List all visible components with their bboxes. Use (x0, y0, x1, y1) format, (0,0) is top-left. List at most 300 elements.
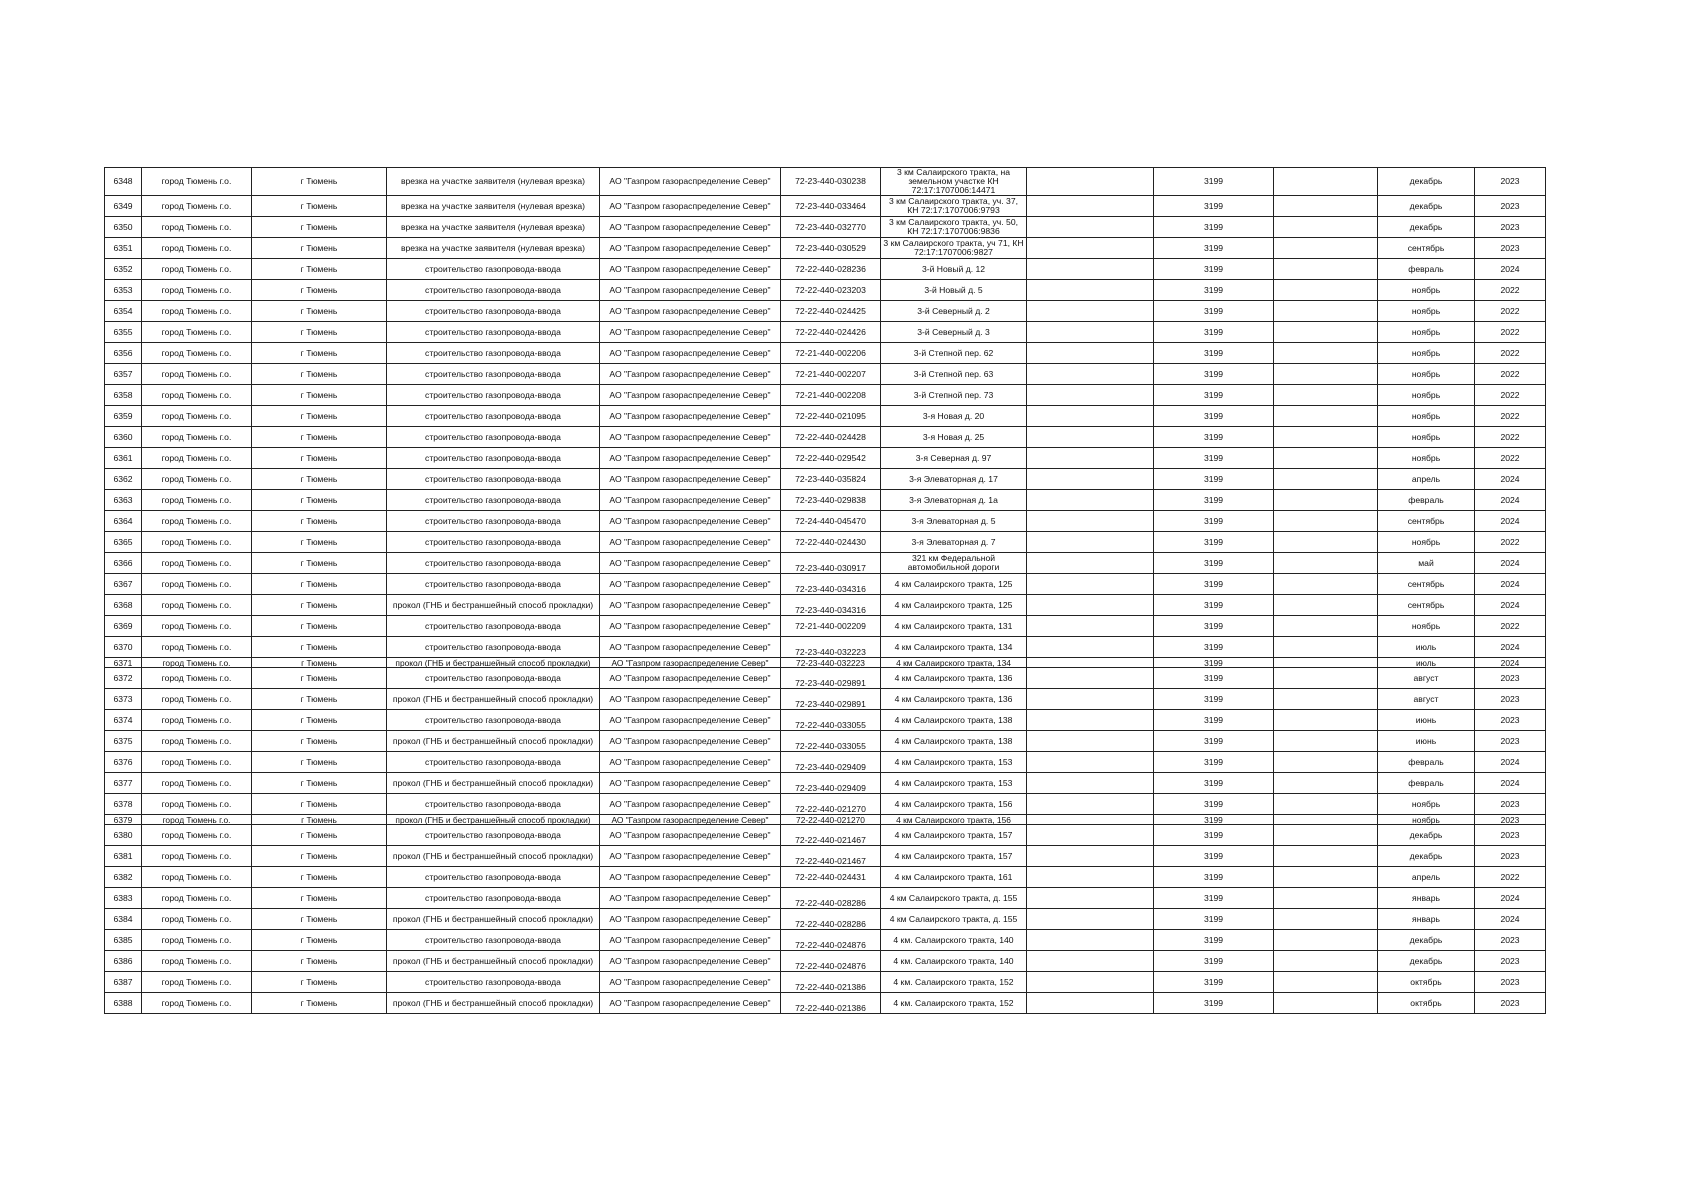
row-number-cell: 6356 (105, 343, 142, 364)
empty-cell (1274, 427, 1378, 448)
empty-cell (1274, 825, 1378, 846)
table-row (105, 511, 1546, 532)
month-cell: ноябрь (1378, 343, 1475, 364)
address-cell: 4 км Салаирского тракта, 134 (881, 658, 1027, 668)
row-number-cell: 6384 (105, 909, 142, 930)
address-cell: 3-й Степной пер. 63 (881, 364, 1027, 385)
address-cell: 3-я Новая д. 20 (881, 406, 1027, 427)
empty-cell (1274, 574, 1378, 595)
year-cell: 2023 (1475, 238, 1546, 259)
code-cell: 3199 (1154, 825, 1274, 846)
city-cell: г Тюмень (252, 595, 387, 616)
code-cell: 3199 (1154, 637, 1274, 658)
month-cell: июль (1378, 658, 1475, 668)
organization-cell: АО "Газпром газораспределение Север" (600, 322, 781, 343)
organization-cell: АО "Газпром газораспределение Север" (600, 385, 781, 406)
empty-cell (1274, 637, 1378, 658)
application-number-cell: 72-22-440-033055 (781, 710, 881, 731)
city-cell: г Тюмень (252, 637, 387, 658)
address-cell: 4 км Салаирского тракта, 153 (881, 773, 1027, 794)
work-type-cell: строительство газопровода-ввода (387, 364, 600, 385)
application-number-cell: 72-22-440-021270 (781, 794, 881, 815)
organization-cell: АО "Газпром газораспределение Север" (600, 658, 781, 668)
organization-cell: АО "Газпром газораспределение Север" (600, 280, 781, 301)
work-type-cell: прокол (ГНБ и бестраншейный способ прокладки) (387, 951, 600, 972)
empty-cell (1274, 689, 1378, 710)
empty-cell (1274, 532, 1378, 553)
application-number-cell: 72-22-440-024428 (781, 427, 881, 448)
code-cell: 3199 (1154, 280, 1274, 301)
empty-cell (1027, 993, 1154, 1014)
code-cell: 3199 (1154, 322, 1274, 343)
city-cell: г Тюмень (252, 168, 387, 196)
address-cell: 3-й Новый д. 5 (881, 280, 1027, 301)
empty-cell (1027, 217, 1154, 238)
organization-cell: АО "Газпром газораспределение Север" (600, 825, 781, 846)
application-number-cell: 72-23-440-029838 (781, 490, 881, 511)
month-cell: февраль (1378, 490, 1475, 511)
municipality-cell: город Тюмень г.о. (142, 846, 252, 867)
empty-cell (1027, 909, 1154, 930)
address-cell: 4 км Салаирского тракта, 138 (881, 731, 1027, 752)
month-cell: ноябрь (1378, 427, 1475, 448)
empty-cell (1274, 595, 1378, 616)
year-cell: 2023 (1475, 846, 1546, 867)
work-type-cell: строительство газопровода-ввода (387, 385, 600, 406)
work-type-cell: прокол (ГНБ и бестраншейный способ прокладки) (387, 658, 600, 668)
code-cell: 3199 (1154, 448, 1274, 469)
work-type-cell: строительство газопровода-ввода (387, 427, 600, 448)
month-cell: сентябрь (1378, 595, 1475, 616)
month-cell: ноябрь (1378, 448, 1475, 469)
year-cell: 2023 (1475, 196, 1546, 217)
month-cell: февраль (1378, 773, 1475, 794)
year-cell: 2024 (1475, 888, 1546, 909)
work-type-cell: строительство газопровода-ввода (387, 511, 600, 532)
work-type-cell: прокол (ГНБ и бестраншейный способ прокладки) (387, 909, 600, 930)
empty-cell (1274, 280, 1378, 301)
table-row (105, 469, 1546, 490)
table-row (105, 322, 1546, 343)
empty-cell (1274, 511, 1378, 532)
municipality-cell: город Тюмень г.о. (142, 301, 252, 322)
code-cell: 3199 (1154, 168, 1274, 196)
year-cell: 2022 (1475, 322, 1546, 343)
city-cell: г Тюмень (252, 280, 387, 301)
city-cell: г Тюмень (252, 888, 387, 909)
year-cell: 2022 (1475, 364, 1546, 385)
year-cell: 2022 (1475, 343, 1546, 364)
empty-cell (1027, 951, 1154, 972)
year-cell: 2024 (1475, 595, 1546, 616)
empty-cell (1027, 322, 1154, 343)
empty-cell (1274, 448, 1378, 469)
municipality-cell: город Тюмень г.о. (142, 448, 252, 469)
row-number-cell: 6375 (105, 731, 142, 752)
empty-cell (1274, 658, 1378, 668)
work-type-cell: прокол (ГНБ и бестраншейный способ прокладки) (387, 689, 600, 710)
table-row (105, 888, 1546, 909)
month-cell: ноябрь (1378, 815, 1475, 825)
organization-cell: АО "Газпром газораспределение Север" (600, 532, 781, 553)
table-row (105, 259, 1546, 280)
municipality-cell: город Тюмень г.о. (142, 752, 252, 773)
work-type-cell: прокол (ГНБ и бестраншейный способ прокладки) (387, 731, 600, 752)
month-cell: декабрь (1378, 930, 1475, 951)
month-cell: ноябрь (1378, 364, 1475, 385)
city-cell: г Тюмень (252, 469, 387, 490)
application-number-cell: 72-22-440-024876 (781, 951, 881, 972)
code-cell: 3199 (1154, 259, 1274, 280)
row-number-cell: 6372 (105, 668, 142, 689)
application-number-cell: 72-22-440-021467 (781, 825, 881, 846)
work-type-cell: врезка на участке заявителя (нулевая врезка) (387, 238, 600, 259)
empty-cell (1027, 731, 1154, 752)
month-cell: ноябрь (1378, 532, 1475, 553)
month-cell: ноябрь (1378, 301, 1475, 322)
year-cell: 2023 (1475, 689, 1546, 710)
organization-cell: АО "Газпром газораспределение Север" (600, 427, 781, 448)
municipality-cell: город Тюмень г.о. (142, 217, 252, 238)
month-cell: декабрь (1378, 846, 1475, 867)
application-number-cell: 72-22-440-024426 (781, 322, 881, 343)
city-cell: г Тюмень (252, 217, 387, 238)
city-cell: г Тюмень (252, 532, 387, 553)
empty-cell (1027, 301, 1154, 322)
application-number-cell: 72-21-440-002207 (781, 364, 881, 385)
year-cell: 2024 (1475, 752, 1546, 773)
code-cell: 3199 (1154, 972, 1274, 993)
application-number-cell: 72-22-440-028286 (781, 888, 881, 909)
empty-cell (1274, 469, 1378, 490)
month-cell: сентябрь (1378, 574, 1475, 595)
empty-cell (1274, 930, 1378, 951)
work-type-cell: строительство газопровода-ввода (387, 259, 600, 280)
address-cell: 4 км Салаирского тракта, д. 155 (881, 909, 1027, 930)
empty-cell (1274, 993, 1378, 1014)
municipality-cell: город Тюмень г.о. (142, 511, 252, 532)
work-type-cell: строительство газопровода-ввода (387, 406, 600, 427)
table-row (105, 867, 1546, 888)
organization-cell: АО "Газпром газораспределение Север" (600, 448, 781, 469)
year-cell: 2023 (1475, 993, 1546, 1014)
work-type-cell: прокол (ГНБ и бестраншейный способ прокладки) (387, 773, 600, 794)
municipality-cell: город Тюмень г.о. (142, 689, 252, 710)
table-row (105, 448, 1546, 469)
address-cell: 3-я Элеваторная д. 5 (881, 511, 1027, 532)
row-number-cell: 6354 (105, 301, 142, 322)
organization-cell: АО "Газпром газораспределение Север" (600, 196, 781, 217)
month-cell: октябрь (1378, 993, 1475, 1014)
code-cell: 3199 (1154, 993, 1274, 1014)
code-cell: 3199 (1154, 668, 1274, 689)
row-number-cell: 6349 (105, 196, 142, 217)
municipality-cell: город Тюмень г.о. (142, 993, 252, 1014)
application-number-cell: 72-21-440-002206 (781, 343, 881, 364)
work-type-cell: прокол (ГНБ и бестраншейный способ прокладки) (387, 846, 600, 867)
municipality-cell: город Тюмень г.о. (142, 532, 252, 553)
empty-cell (1027, 752, 1154, 773)
empty-cell (1027, 406, 1154, 427)
application-number-cell: 72-24-440-045470 (781, 511, 881, 532)
empty-cell (1274, 406, 1378, 427)
work-type-cell: врезка на участке заявителя (нулевая врезка) (387, 217, 600, 238)
city-cell: г Тюмень (252, 752, 387, 773)
address-cell: 3 км Салаирского тракта, уч. 37, КН 72:17:1707006:9793 (881, 196, 1027, 217)
row-number-cell: 6378 (105, 794, 142, 815)
code-cell: 3199 (1154, 490, 1274, 511)
year-cell: 2023 (1475, 794, 1546, 815)
city-cell: г Тюмень (252, 993, 387, 1014)
city-cell: г Тюмень (252, 490, 387, 511)
organization-cell: АО "Газпром газораспределение Север" (600, 710, 781, 731)
city-cell: г Тюмень (252, 406, 387, 427)
year-cell: 2024 (1475, 259, 1546, 280)
empty-cell (1027, 616, 1154, 637)
address-cell: 321 км Федеральной автомобильной дороги (881, 553, 1027, 574)
municipality-cell: город Тюмень г.о. (142, 385, 252, 406)
city-cell: г Тюмень (252, 846, 387, 867)
organization-cell: АО "Газпром газораспределение Север" (600, 574, 781, 595)
table-row (105, 427, 1546, 448)
month-cell: июнь (1378, 710, 1475, 731)
year-cell: 2022 (1475, 385, 1546, 406)
application-number-cell: 72-22-440-024431 (781, 867, 881, 888)
year-cell: 2024 (1475, 637, 1546, 658)
row-number-cell: 6348 (105, 168, 142, 196)
month-cell: июнь (1378, 731, 1475, 752)
municipality-cell: город Тюмень г.о. (142, 972, 252, 993)
table-row (105, 196, 1546, 217)
address-cell: 3-й Степной пер. 73 (881, 385, 1027, 406)
city-cell: г Тюмень (252, 238, 387, 259)
row-number-cell: 6355 (105, 322, 142, 343)
municipality-cell: город Тюмень г.о. (142, 951, 252, 972)
address-cell: 3-я Новая д. 25 (881, 427, 1027, 448)
empty-cell (1274, 322, 1378, 343)
work-type-cell: строительство газопровода-ввода (387, 930, 600, 951)
address-cell: 4 км Салаирского тракта, 157 (881, 825, 1027, 846)
empty-cell (1274, 385, 1378, 406)
address-cell: 4 км Салаирского тракта, д. 155 (881, 888, 1027, 909)
application-number-cell: 72-23-440-034316 (781, 574, 881, 595)
empty-cell (1274, 731, 1378, 752)
city-cell: г Тюмень (252, 710, 387, 731)
organization-cell: АО "Газпром газораспределение Север" (600, 301, 781, 322)
table-row (105, 238, 1546, 259)
municipality-cell: город Тюмень г.о. (142, 322, 252, 343)
organization-cell: АО "Газпром газораспределение Север" (600, 867, 781, 888)
empty-cell (1027, 815, 1154, 825)
municipality-cell: город Тюмень г.о. (142, 406, 252, 427)
year-cell: 2023 (1475, 731, 1546, 752)
row-number-cell: 6366 (105, 553, 142, 574)
organization-cell: АО "Газпром газораспределение Север" (600, 909, 781, 930)
row-number-cell: 6362 (105, 469, 142, 490)
code-cell: 3199 (1154, 217, 1274, 238)
empty-cell (1027, 794, 1154, 815)
table-row (105, 532, 1546, 553)
year-cell: 2022 (1475, 616, 1546, 637)
city-cell: г Тюмень (252, 343, 387, 364)
application-number-cell: 72-22-440-033055 (781, 731, 881, 752)
organization-cell: АО "Газпром газораспределение Север" (600, 511, 781, 532)
empty-cell (1027, 595, 1154, 616)
empty-cell (1027, 238, 1154, 259)
city-cell: г Тюмень (252, 427, 387, 448)
organization-cell: АО "Газпром газораспределение Север" (600, 888, 781, 909)
application-number-cell: 72-22-440-021095 (781, 406, 881, 427)
month-cell: декабрь (1378, 196, 1475, 217)
table-row (105, 773, 1546, 794)
city-cell: г Тюмень (252, 689, 387, 710)
address-cell: 4 км Салаирского тракта, 125 (881, 595, 1027, 616)
empty-cell (1274, 909, 1378, 930)
organization-cell: АО "Газпром газораспределение Север" (600, 553, 781, 574)
empty-cell (1274, 867, 1378, 888)
organization-cell: АО "Газпром газораспределение Север" (600, 364, 781, 385)
city-cell: г Тюмень (252, 259, 387, 280)
row-number-cell: 6381 (105, 846, 142, 867)
row-number-cell: 6351 (105, 238, 142, 259)
empty-cell (1274, 668, 1378, 689)
application-number-cell: 72-23-440-029409 (781, 773, 881, 794)
address-cell: 4 км Салаирского тракта, 131 (881, 616, 1027, 637)
application-number-cell: 72-21-440-002209 (781, 616, 881, 637)
code-cell: 3199 (1154, 752, 1274, 773)
application-number-cell: 72-21-440-002208 (781, 385, 881, 406)
month-cell: сентябрь (1378, 238, 1475, 259)
organization-cell: АО "Газпром газораспределение Север" (600, 616, 781, 637)
municipality-cell: город Тюмень г.о. (142, 553, 252, 574)
year-cell: 2022 (1475, 406, 1546, 427)
row-number-cell: 6350 (105, 217, 142, 238)
row-number-cell: 6369 (105, 616, 142, 637)
code-cell: 3199 (1154, 301, 1274, 322)
municipality-cell: город Тюмень г.о. (142, 668, 252, 689)
application-number-cell: 72-23-440-035824 (781, 469, 881, 490)
organization-cell: АО "Газпром газораспределение Север" (600, 773, 781, 794)
month-cell: декабрь (1378, 217, 1475, 238)
empty-cell (1027, 668, 1154, 689)
city-cell: г Тюмень (252, 616, 387, 637)
organization-cell: АО "Газпром газораспределение Север" (600, 469, 781, 490)
empty-cell (1274, 752, 1378, 773)
address-cell: 3-я Элеваторная д. 17 (881, 469, 1027, 490)
table-body (105, 168, 1546, 1014)
empty-cell (1274, 773, 1378, 794)
empty-cell (1027, 343, 1154, 364)
empty-cell (1027, 637, 1154, 658)
row-number-cell: 6364 (105, 511, 142, 532)
table-row (105, 280, 1546, 301)
work-type-cell: строительство газопровода-ввода (387, 637, 600, 658)
empty-cell (1027, 710, 1154, 731)
empty-cell (1027, 280, 1154, 301)
code-cell: 3199 (1154, 689, 1274, 710)
year-cell: 2023 (1475, 217, 1546, 238)
empty-cell (1274, 951, 1378, 972)
month-cell: август (1378, 668, 1475, 689)
table-row (105, 553, 1546, 574)
municipality-cell: город Тюмень г.о. (142, 490, 252, 511)
work-type-cell: строительство газопровода-ввода (387, 752, 600, 773)
municipality-cell: город Тюмень г.о. (142, 168, 252, 196)
empty-cell (1274, 168, 1378, 196)
code-cell: 3199 (1154, 794, 1274, 815)
year-cell: 2023 (1475, 972, 1546, 993)
empty-cell (1027, 490, 1154, 511)
empty-cell (1274, 217, 1378, 238)
row-number-cell: 6388 (105, 993, 142, 1014)
month-cell: ноябрь (1378, 616, 1475, 637)
application-number-cell: 72-23-440-033464 (781, 196, 881, 217)
table-row (105, 490, 1546, 511)
organization-cell: АО "Газпром газораспределение Север" (600, 490, 781, 511)
work-type-cell: строительство газопровода-ввода (387, 343, 600, 364)
month-cell: май (1378, 553, 1475, 574)
empty-cell (1274, 553, 1378, 574)
month-cell: сентябрь (1378, 511, 1475, 532)
organization-cell: АО "Газпром газораспределение Север" (600, 731, 781, 752)
work-type-cell: строительство газопровода-ввода (387, 888, 600, 909)
empty-cell (1027, 846, 1154, 867)
empty-cell (1027, 427, 1154, 448)
code-cell: 3199 (1154, 574, 1274, 595)
table-row (105, 595, 1546, 616)
city-cell: г Тюмень (252, 951, 387, 972)
address-cell: 4 км Салаирского тракта, 156 (881, 815, 1027, 825)
application-number-cell: 72-23-440-034316 (781, 595, 881, 616)
empty-cell (1027, 930, 1154, 951)
empty-cell (1274, 301, 1378, 322)
work-type-cell: строительство газопровода-ввода (387, 469, 600, 490)
organization-cell: АО "Газпром газораспределение Север" (600, 168, 781, 196)
empty-cell (1274, 364, 1378, 385)
organization-cell: АО "Газпром газораспределение Север" (600, 343, 781, 364)
city-cell: г Тюмень (252, 909, 387, 930)
year-cell: 2024 (1475, 773, 1546, 794)
application-number-cell: 72-23-440-030529 (781, 238, 881, 259)
work-type-cell: прокол (ГНБ и бестраншейный способ прокладки) (387, 993, 600, 1014)
table-row (105, 794, 1546, 815)
city-cell: г Тюмень (252, 930, 387, 951)
row-number-cell: 6361 (105, 448, 142, 469)
address-cell: 3-й Северный д. 2 (881, 301, 1027, 322)
organization-cell: АО "Газпром газораспределение Север" (600, 637, 781, 658)
code-cell: 3199 (1154, 364, 1274, 385)
year-cell: 2023 (1475, 668, 1546, 689)
row-number-cell: 6363 (105, 490, 142, 511)
application-number-cell: 72-23-440-032223 (781, 658, 881, 668)
row-number-cell: 6377 (105, 773, 142, 794)
municipality-cell: город Тюмень г.о. (142, 773, 252, 794)
municipality-cell: город Тюмень г.о. (142, 658, 252, 668)
organization-cell: АО "Газпром газораспределение Север" (600, 993, 781, 1014)
table-row (105, 406, 1546, 427)
municipality-cell: город Тюмень г.о. (142, 238, 252, 259)
code-cell: 3199 (1154, 532, 1274, 553)
empty-cell (1274, 490, 1378, 511)
municipality-cell: город Тюмень г.о. (142, 469, 252, 490)
empty-cell (1274, 710, 1378, 731)
address-cell: 3 км Салаирского тракта, уч. 50, КН 72:17:1707006:9836 (881, 217, 1027, 238)
address-cell: 4 км. Салаирского тракта, 140 (881, 930, 1027, 951)
year-cell: 2022 (1475, 427, 1546, 448)
month-cell: июль (1378, 637, 1475, 658)
address-cell: 4 км Салаирского тракта, 157 (881, 846, 1027, 867)
organization-cell: АО "Газпром газораспределение Север" (600, 930, 781, 951)
